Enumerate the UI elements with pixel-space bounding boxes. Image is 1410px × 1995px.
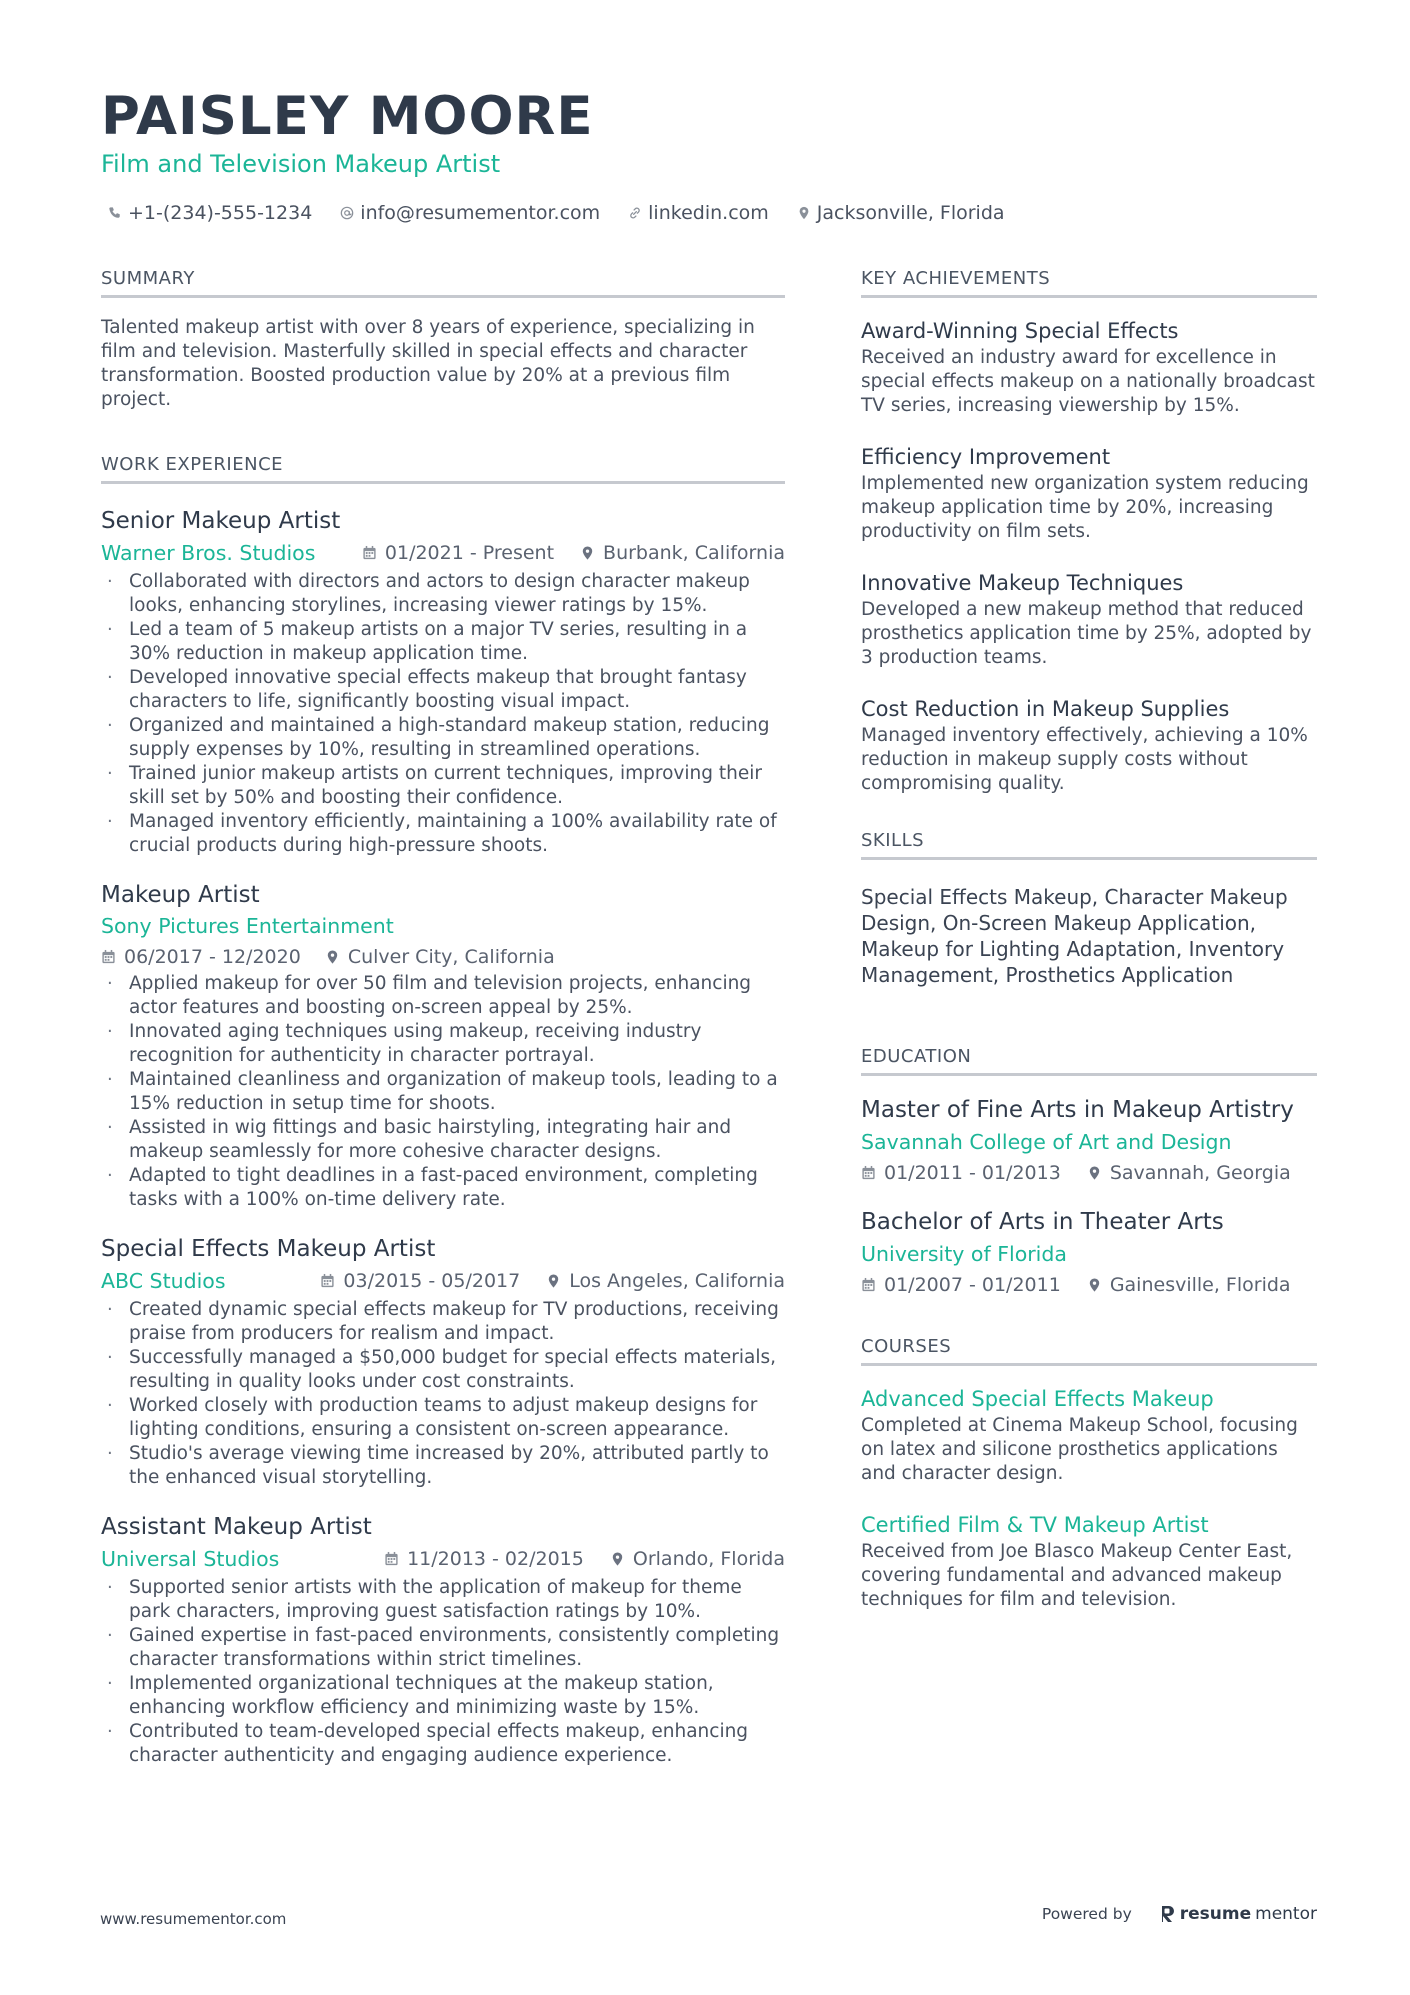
job-meta-row [101, 1542, 785, 1576]
list-item: · Led a team of 5 makeup artists on a major TV series, resulting in a 30% reduction in makeup application time. [101, 618, 785, 666]
achievement-text: Received an industry award for excellence in special effects makeup on a nationally broadcast TV series, increasing viewership by 15%. [861, 347, 1315, 416]
list-item: · Trained junior makeup artists on current techniques, improving their skill set by 50% and boosting their confidence. [101, 762, 785, 810]
experience-section [101, 454, 785, 1768]
job-location-text: Burbank, California [603, 542, 785, 564]
brand-logo[interactable] [1160, 1904, 1317, 1924]
calendar-icon [362, 545, 377, 561]
list-item: · Adapted to tight deadlines in a fast-paced environment, completing tasks with a 100% on-time delivery rate. [101, 1164, 785, 1212]
list-item: · Managed inventory efficiently, maintaining a 100% availability rate of crucial products during high-pressure shoots. [101, 810, 785, 858]
achievement-text: Managed inventory effectively, achieving a 10% reduction in makeup supply costs without compromising quality. [861, 725, 1308, 794]
brand-name-light: mentor [1255, 1904, 1317, 1924]
job-bullets [101, 1298, 785, 1490]
candidate-name: PAISLEY MOORE [101, 86, 594, 147]
education-section [861, 1046, 1317, 1300]
brand-name-bold: resume [1179, 1904, 1252, 1924]
skills-section [861, 830, 1317, 988]
list-item: · Applied makeup for over 50 film and television projects, enhancing actor features and boosting on-screen appeal by 25%. [101, 972, 785, 1020]
job-meta [320, 1270, 785, 1292]
contact-location [797, 202, 1005, 224]
achievement-text: Developed a new makeup method that reduced prosthetics application time by 25%, adopted by 3 production teams. [861, 599, 1312, 668]
list-item: · Gained expertise in fast-paced environments, consistently completing character transformations within strict timelines. [101, 1624, 785, 1672]
course-item [861, 1384, 1317, 1486]
contact-bar [108, 200, 1005, 226]
job-dates-text: 03/2015 - 05/2017 [343, 1270, 521, 1292]
map-pin-icon [325, 949, 340, 965]
list-item: · Implemented organizational techniques at the makeup station, enhancing workflow efficiency and minimizing waste by 15%. [101, 1672, 785, 1720]
job-location-text: Culver City, California [347, 946, 555, 968]
map-pin-icon [797, 206, 811, 220]
education-dates [861, 1274, 1061, 1296]
powered-by-label: Powered by [1041, 1905, 1132, 1923]
achievement-title: Innovative Makeup Techniques [861, 571, 1184, 595]
calendar-icon [320, 1273, 335, 1289]
job-dates-text: 06/2017 - 12/2020 [124, 946, 301, 968]
job-bullets [101, 570, 785, 858]
job-dates [101, 946, 301, 968]
contact-linkedin[interactable] [628, 202, 769, 224]
job-company: ABC Studios [101, 1269, 226, 1293]
job-meta-row [101, 942, 785, 972]
right-column [861, 268, 1317, 1636]
job-location-text: Orlando, Florida [632, 1548, 785, 1570]
education-location [1087, 1274, 1291, 1296]
job-entry [101, 1512, 785, 1768]
job-company: Sony Pictures Entertainment [101, 914, 394, 938]
list-item: · Developed innovative special effects makeup that brought fantasy characters to life, significantly boosting visual impact. [101, 666, 785, 714]
skills-text: Special Effects Makeup, Character Makeup Design, On-Screen Makeup Application, Makeup for Lighting Adaptation, Inventory Management, Prosthetics Application [861, 885, 1288, 987]
section-heading-summary: SUMMARY [101, 268, 785, 298]
job-entry [101, 880, 785, 1212]
left-column [101, 268, 785, 1790]
at-icon [340, 206, 354, 220]
job-location-text: Los Angeles, California [569, 1270, 785, 1292]
job-company-row [101, 910, 785, 942]
list-item: · Organized and maintained a high-standard makeup station, reducing supply expenses by 10%, resulting in streamlined operations. [101, 714, 785, 762]
summary-section [101, 268, 785, 412]
education-dates [861, 1162, 1061, 1184]
job-dates-text: 01/2021 - Present [384, 542, 555, 564]
job-company: Warner Bros. Studios [101, 541, 316, 565]
calendar-icon [384, 1551, 399, 1567]
courses-section [861, 1336, 1317, 1612]
course-item [861, 1510, 1317, 1612]
course-title: Advanced Special Effects Makeup [861, 1387, 1214, 1411]
map-pin-icon [546, 1273, 561, 1289]
job-location [546, 1270, 785, 1292]
footer-branding [1042, 1904, 1317, 1924]
job-bullets [101, 972, 785, 1212]
job-location [580, 542, 785, 564]
list-item: · Supported senior artists with the application of makeup for theme park characters, improving guest satisfaction ratings by 10%. [101, 1576, 785, 1624]
education-location-text: Savannah, Georgia [1109, 1162, 1291, 1184]
job-dates [362, 542, 554, 564]
email-text: info@resumementor.com [360, 202, 601, 224]
list-item: · Assisted in wig fittings and basic hairstyling, integrating hair and makeup seamlessly for more cohesive character designs. [101, 1116, 785, 1164]
calendar-icon [861, 1277, 876, 1293]
education-item [861, 1094, 1317, 1188]
candidate-title: Film and Television Makeup Artist [101, 150, 501, 178]
job-title: Makeup Artist [101, 882, 260, 908]
education-dates-text: 01/2007 - 01/2011 [884, 1274, 1061, 1296]
education-location-text: Gainesville, Florida [1109, 1274, 1291, 1296]
job-company: Universal Studios [101, 1547, 280, 1571]
linkedin-text: linkedin.com [648, 202, 769, 224]
education-item [861, 1206, 1317, 1300]
course-title: Certified Film & TV Makeup Artist [861, 1513, 1209, 1537]
achievements-section [861, 268, 1317, 796]
list-item: · Maintained cleanliness and organization of makeup tools, leading to a 15% reduction in setup time for shoots. [101, 1068, 785, 1116]
contact-email[interactable] [340, 202, 600, 224]
education-school: Savannah College of Art and Design [861, 1130, 1232, 1154]
education-meta [861, 1158, 1317, 1188]
achievement-item [861, 442, 1317, 544]
list-item: · Collaborated with directors and actors to design character makeup looks, enhancing storylines, increasing viewer ratings by 15%. [101, 570, 785, 618]
list-item: · Contributed to team-developed special effects makeup, enhancing character authenticity and engaging audience experience. [101, 1720, 785, 1768]
section-heading-experience: WORK EXPERIENCE [101, 454, 785, 484]
contact-phone[interactable] [108, 202, 312, 224]
summary-text: Talented makeup artist with over 8 years of experience, specializing in film and television. Masterfully skilled in special effects and character transformation. Boosted production value by 20% at a previous film project. [101, 317, 755, 410]
achievement-title: Efficiency Improvement [861, 445, 1111, 469]
footer-website[interactable]: www.resumementor.com [100, 1910, 287, 1928]
education-location [1087, 1162, 1291, 1184]
job-dates [320, 1270, 520, 1292]
list-item: · Worked closely with production teams to adjust makeup designs for lighting conditions, ensuring a consistent on-screen appearance. [101, 1394, 785, 1442]
map-pin-icon [580, 545, 595, 561]
list-item: · Innovated aging techniques using makeup, receiving industry recognition for authenticity in character portrayal. [101, 1020, 785, 1068]
calendar-icon [861, 1165, 876, 1181]
section-heading-courses: COURSES [861, 1336, 1317, 1366]
job-meta [362, 542, 785, 564]
list-item: · Studio's average viewing time increased by 20%, attributed partly to the enhanced visual storytelling. [101, 1442, 785, 1490]
education-meta [861, 1270, 1317, 1300]
map-pin-icon [610, 1551, 625, 1567]
section-heading-skills: SKILLS [861, 830, 1317, 860]
job-title: Special Effects Makeup Artist [101, 1236, 436, 1262]
education-dates-text: 01/2011 - 01/2013 [884, 1162, 1061, 1184]
education-degree: Master of Fine Arts in Makeup Artistry [861, 1097, 1294, 1123]
section-heading-achievements: KEY ACHIEVEMENTS [861, 268, 1317, 298]
job-title: Senior Makeup Artist [101, 508, 341, 534]
achievement-item [861, 316, 1317, 418]
link-icon [628, 206, 642, 220]
course-text: Received from Joe Blasco Makeup Center East, covering fundamental and advanced makeup techniques for film and television. [861, 1541, 1293, 1610]
achievement-title: Cost Reduction in Makeup Supplies [861, 697, 1230, 721]
map-pin-icon [1087, 1277, 1102, 1293]
map-pin-icon [1087, 1165, 1102, 1181]
job-meta-row [101, 1264, 785, 1298]
job-entry [101, 506, 785, 858]
section-heading-education: EDUCATION [861, 1046, 1317, 1076]
achievement-item [861, 694, 1317, 796]
achievement-item [861, 568, 1317, 670]
achievement-title: Award-Winning Special Effects [861, 319, 1179, 343]
job-meta-row [101, 536, 785, 570]
job-dates [384, 1548, 584, 1570]
job-location [610, 1548, 785, 1570]
job-meta [384, 1548, 785, 1570]
job-title: Assistant Makeup Artist [101, 1514, 372, 1540]
education-degree: Bachelor of Arts in Theater Arts [861, 1209, 1224, 1235]
achievement-text: Implemented new organization system reducing makeup application time by 20%, increasing productivity on film sets. [861, 473, 1309, 542]
job-location [325, 946, 555, 968]
phone-text: +1-(234)-555-1234 [128, 202, 313, 224]
job-bullets [101, 1576, 785, 1768]
brand-logo-icon [1160, 1905, 1176, 1923]
list-item: · Created dynamic special effects makeup for TV productions, receiving praise from producers for realism and impact. [101, 1298, 785, 1346]
location-text: Jacksonville, Florida [816, 202, 1005, 224]
job-entry [101, 1234, 785, 1490]
list-item: · Successfully managed a $50,000 budget for special effects materials, resulting in quality looks under cost constraints. [101, 1346, 785, 1394]
calendar-icon [101, 949, 116, 965]
education-school: University of Florida [861, 1242, 1067, 1266]
job-dates-text: 11/2013 - 02/2015 [407, 1548, 584, 1570]
phone-icon [108, 206, 122, 220]
course-text: Completed at Cinema Makeup School, focusing on latex and silicone prosthetics applications and character design. [861, 1415, 1298, 1484]
